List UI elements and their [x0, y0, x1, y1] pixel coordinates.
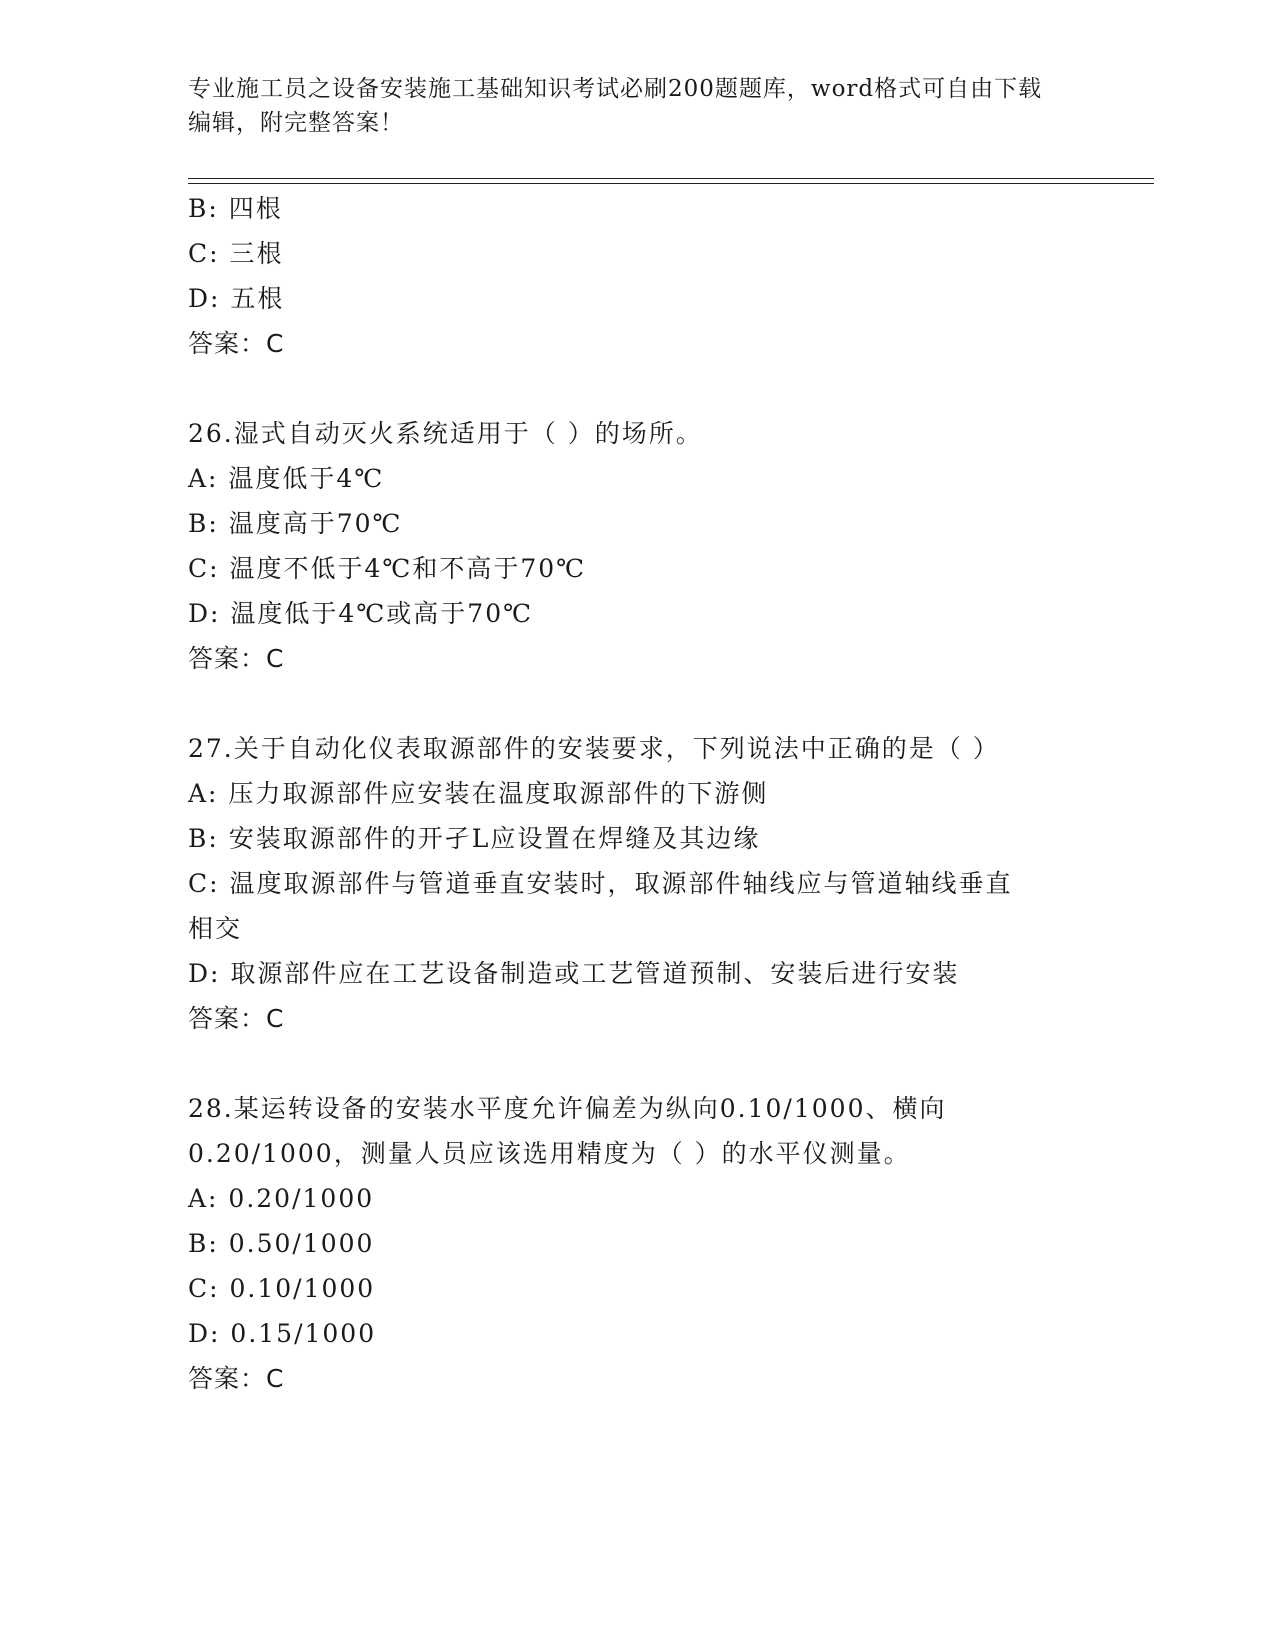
header-divider-top [188, 178, 1154, 179]
q27-stem: 27.关于自动化仪表取源部件的安装要求，下列说法中正确的是（ ） [188, 734, 1000, 763]
prev-answer: 答案：C [188, 329, 285, 358]
q28-option-a: A: 0.20/1000 [188, 1184, 375, 1213]
prev-option-d: D: 五根 [188, 284, 285, 313]
q28-stem-line1: 28.某运转设备的安装水平度允许偏差为纵向0.10/1000、横向 [188, 1094, 947, 1123]
q27-answer: 答案：C [188, 1004, 285, 1033]
q28-answer: 答案：C [188, 1364, 285, 1393]
q27-option-b: B: 安装取源部件的开孑L应设置在焊缝及其边缘 [188, 824, 761, 853]
q28-option-d: D: 0.15/1000 [188, 1319, 377, 1348]
prev-option-c: C: 三根 [188, 239, 284, 268]
q28-option-c: C: 0.10/1000 [188, 1274, 376, 1303]
header-title-line2: 编辑，附完整答案！ [188, 110, 404, 136]
q26-answer: 答案：C [188, 644, 285, 673]
header-title-line1: 专业施工员之设备安装施工基础知识考试必刷200题题库，word格式可自由下载 [188, 76, 1043, 102]
q26-option-c: C: 温度不低于4℃和不高于70℃ [188, 554, 587, 583]
q27-option-a: A: 压力取源部件应安装在温度取源部件的下游侧 [188, 779, 769, 808]
q27-option-c: C: 温度取源部件与管道垂直安装时，取源部件轴线应与管道轴线垂直 [188, 869, 1013, 898]
q26-option-a: A: 温度低于4℃ [188, 464, 385, 493]
q27-option-d: D: 取源部件应在工艺设备制造或工艺管道预制、安装后进行安装 [188, 959, 960, 988]
header-divider-bottom [188, 183, 1154, 184]
q27-option-c-continued: 相交 [188, 914, 243, 943]
q26-option-b: B: 温度高于70℃ [188, 509, 403, 538]
q26-stem: 26.湿式自动灭火系统适用于（ ）的场所。 [188, 419, 703, 448]
q26-option-d: D: 温度低于4℃或高于70℃ [188, 599, 534, 628]
prev-option-b: B: 四根 [188, 194, 283, 223]
q28-stem-line2: 0.20/1000，测量人员应该选用精度为（ ）的水平仪测量。 [188, 1139, 911, 1168]
q28-option-b: B: 0.50/1000 [188, 1229, 375, 1258]
document-header [188, 72, 1068, 140]
